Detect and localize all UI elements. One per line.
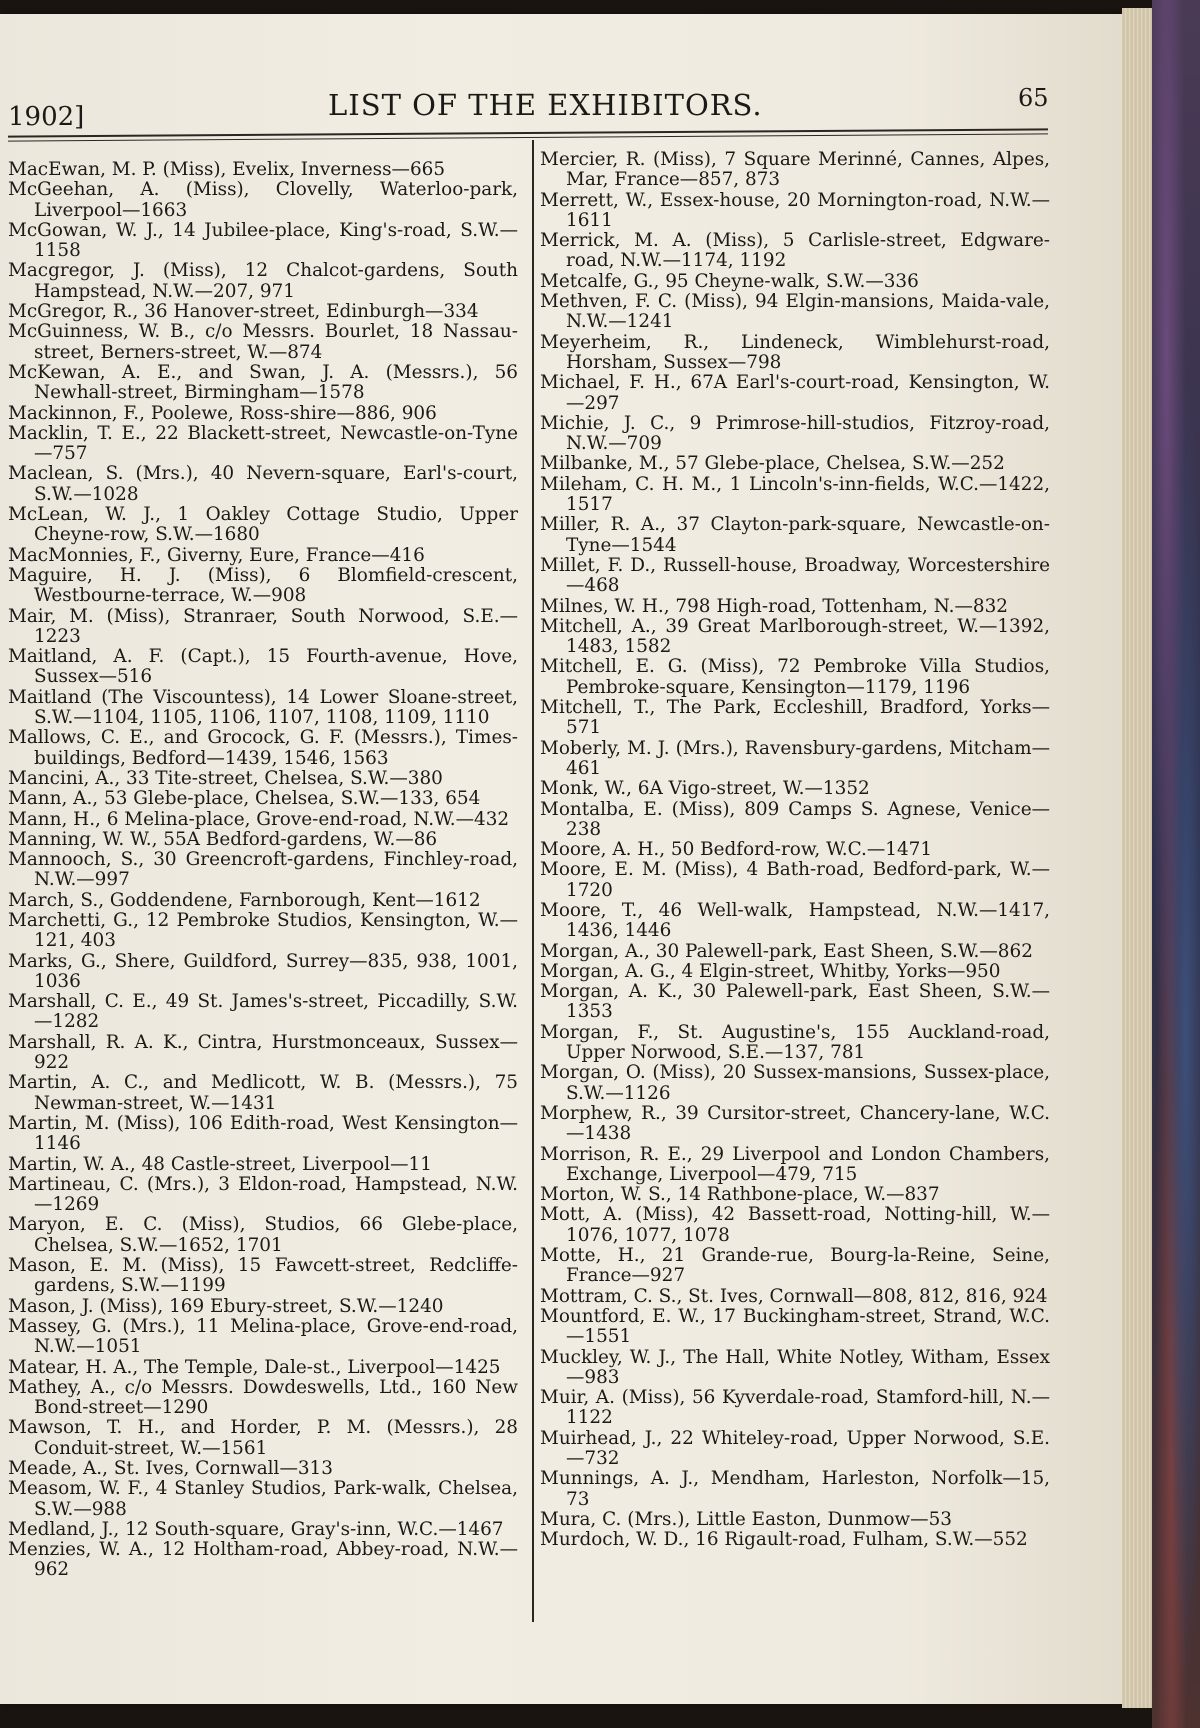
- exhibitor-entry: Mannooch, S., 30 Greencroft-gardens, Finchley-road, N.W.—997: [8, 849, 518, 891]
- exhibitor-entry: Marshall, R. A. K., Cintra, Hurstmonceaux, Sussex—922: [8, 1031, 518, 1074]
- exhibitor-entry: Mackinnon, F., Poolewe, Ross-shire—886, 906: [8, 402, 437, 424]
- exhibitor-entry: McGowan, W. J., 14 Jubilee-place, King's-road, S.W.—1158: [8, 219, 518, 262]
- exhibitor-entry: Millet, F. D., Russell-house, Broadway, Worcestershire—468: [540, 554, 1050, 597]
- exhibitor-entry: Moore, T., 46 Well-walk, Hampstead, N.W.—1417, 1436, 1446: [540, 899, 1050, 942]
- header-year: 1902]: [8, 102, 85, 132]
- exhibitor-entry: Matear, H. A., The Temple, Dale-st., Liverpool—1425: [8, 1356, 501, 1378]
- exhibitor-entry: Mair, M. (Miss), Stranraer, South Norwood, S.E.—1223: [8, 605, 518, 647]
- exhibitor-entry: Mura, C. (Mrs.), Little Easton, Dunmow—53: [540, 1508, 952, 1530]
- exhibitor-entry: Martin, W. A., 48 Castle-street, Liverpool—11: [8, 1153, 432, 1175]
- exhibitor-entry: Mitchell, E. G. (Miss), 72 Pembroke Villa Studios, Pembroke-square, Kensington—1179, 1196: [540, 656, 1050, 698]
- exhibitor-entry: Mann, H., 6 Melina-place, Grove-end-road, N.W.—432: [8, 808, 510, 830]
- exhibitor-entry: Mallows, C. E., and Grocock, G. F. (Messrs.), Times-buildings, Bedford—1439, 1546, 1563: [8, 727, 518, 769]
- exhibitor-entry: Maclean, S. (Mrs.), 40 Nevern-square, Earl's-court, S.W.—1028: [8, 463, 518, 505]
- exhibitor-entry: Muir, A. (Miss), 56 Kyverdale-road, Stamford-hill, N.—1122: [540, 1387, 1050, 1429]
- exhibitor-entry: Martin, A. C., and Medlicott, W. B. (Messrs.), 75 Newman-street, W.—1431: [8, 1072, 518, 1114]
- exhibitor-entry: Montalba, E. (Miss), 809 Camps S. Agnese, Venice—238: [540, 798, 1050, 840]
- exhibitor-entry: McKewan, A. E., and Swan, J. A. (Messrs.), 56 Newhall-street, Birmingham—1578: [8, 361, 518, 404]
- exhibitor-entry: Mann, A., 53 Glebe-place, Chelsea, S.W.—133, 654: [8, 788, 481, 810]
- exhibitor-entry: Morgan, A., 30 Palewell-park, East Sheen, S.W.—862: [540, 940, 1033, 962]
- exhibitor-entry: Macgregor, J. (Miss), 12 Chalcot-gardens, South Hampstead, N.W.—207, 971: [8, 260, 518, 302]
- exhibitor-entry: Morgan, A. K., 30 Palewell-park, East Sheen, S.W.—1353: [540, 981, 1050, 1023]
- exhibitor-entry: Mason, J. (Miss), 169 Ebury-street, S.W.—1240: [8, 1295, 444, 1317]
- exhibitor-entry: Mancini, A., 33 Tite-street, Chelsea, S.W.—380: [8, 767, 443, 789]
- right-column: [540, 150, 1050, 1550]
- exhibitor-entry: Muirhead, J., 22 Whiteley-road, Upper Norwood, S.E.—732: [540, 1427, 1050, 1469]
- exhibitor-entry: Milnes, W. H., 798 High-road, Tottenham, N.—832: [540, 595, 1009, 617]
- exhibitor-entry: Milbanke, M., 57 Glebe-place, Chelsea, S.W.—252: [540, 453, 1005, 475]
- exhibitor-entry: Muckley, W. J., The Hall, White Notley, Witham, Essex—983: [540, 1346, 1050, 1388]
- exhibitor-entry: Mason, E. M. (Miss), 15 Fawcett-street, Redcliffe-gardens, S.W.—1199: [8, 1255, 518, 1297]
- exhibitor-entry: Methven, F. C. (Miss), 94 Elgin-mansions, Maida-vale, N.W.—1241: [540, 291, 1050, 333]
- exhibitor-entry: Morrison, R. E., 29 Liverpool and London Chambers, Exchange, Liverpool—479, 715: [540, 1143, 1050, 1185]
- exhibitor-entry: Marks, G., Shere, Guildford, Surrey—835, 938, 1001, 1036: [8, 950, 518, 992]
- column-divider: [532, 140, 534, 1622]
- exhibitor-entry: MacMonnies, F., Giverny, Eure, France—416: [8, 544, 425, 566]
- page-header: [8, 80, 1058, 130]
- exhibitor-entry: Marshall, C. E., 49 St. James's-street, Piccadilly, S.W.—1282: [8, 991, 518, 1033]
- exhibitor-entry: Macklin, T. E., 22 Blackett-street, Newcastle-on-Tyne—757: [8, 422, 518, 465]
- exhibitor-entry: Meyerheim, R., Lindeneck, Wimblehurst-road, Horsham, Sussex—798: [540, 331, 1050, 373]
- exhibitor-entry: McGuinness, W. B., c/o Messrs. Bourlet, 18 Nassau-street, Berners-street, W.—874: [8, 321, 518, 363]
- exhibitor-entry: Massey, G. (Mrs.), 11 Melina-place, Grove-end-road, N.W.—1051: [8, 1315, 518, 1358]
- exhibitor-entry: Moberly, M. J. (Mrs.), Ravensbury-gardens, Mitcham—461: [540, 737, 1050, 779]
- exhibitor-entry: Martin, M. (Miss), 106 Edith-road, West Kensington—1146: [8, 1112, 518, 1155]
- exhibitor-entry: Martineau, C. (Mrs.), 3 Eldon-road, Hampstead, N.W.—1269: [8, 1173, 518, 1216]
- exhibitor-entry: Mitchell, A., 39 Great Marlborough-street, W.—1392, 1483, 1582: [540, 615, 1050, 658]
- exhibitor-entry: Maitland, A. F. (Capt.), 15 Fourth-avenue, Hove, Sussex—516: [8, 646, 518, 688]
- exhibitor-entry: Morgan, A. G., 4 Elgin-street, Whitby, Yorks—950: [540, 960, 1001, 982]
- exhibitor-entry: Maryon, E. C. (Miss), Studios, 66 Glebe-place, Chelsea, S.W.—1652, 1701: [8, 1214, 518, 1256]
- exhibitor-entry: Michie, J. C., 9 Primrose-hill-studios, Fitzroy-road, N.W.—709: [540, 412, 1050, 455]
- exhibitor-entry: Marchetti, G., 12 Pembroke Studios, Kensington, W.—121, 403: [8, 909, 518, 952]
- exhibitor-entry: Mountford, E. W., 17 Buckingham-street, Strand, W.C.—1551: [540, 1305, 1050, 1348]
- exhibitor-entry: Motte, H., 21 Grande-rue, Bourg-la-Reine, Seine, France—927: [540, 1245, 1050, 1287]
- exhibitor-entry: McGregor, R., 36 Hanover-street, Edinburgh—334: [8, 301, 479, 323]
- exhibitor-entry: Merrett, W., Essex-house, 20 Mornington-road, N.W.—1611: [540, 189, 1050, 231]
- exhibitor-entry: Moore, A. H., 50 Bedford-row, W.C.—1471: [540, 839, 933, 861]
- exhibitor-entry: Munnings, A. J., Mendham, Harleston, Norfolk—15, 73: [540, 1468, 1050, 1510]
- exhibitor-entry: Morgan, F., St. Augustine's, 155 Auckland-road, Upper Norwood, S.E.—137, 781: [540, 1021, 1050, 1064]
- exhibitor-entry: Meade, A., St. Ives, Cornwall—313: [8, 1458, 333, 1479]
- exhibitor-entry: Merrick, M. A. (Miss), 5 Carlisle-street, Edgware-road, N.W.—1174, 1192: [540, 230, 1050, 272]
- exhibitor-entry: Murdoch, W. D., 16 Rigault-road, Fulham, S.W.—552: [540, 1529, 1028, 1551]
- exhibitor-entry: Miller, R. A., 37 Clayton-park-square, Newcastle-on-Tyne—1544: [540, 514, 1050, 556]
- exhibitor-entry: McLean, W. J., 1 Oakley Cottage Studio, Upper Cheyne-row, S.W.—1680: [8, 504, 518, 546]
- page-number: 65: [1018, 84, 1049, 112]
- page-edges: [1122, 8, 1152, 1708]
- exhibitor-entry: Mottram, C. S., St. Ives, Cornwall—808, 812, 816, 924: [540, 1285, 1048, 1307]
- exhibitor-entry: Moore, E. M. (Miss), 4 Bath-road, Bedford-park, W.—1720: [540, 859, 1050, 901]
- exhibitor-entry: Morton, W. S., 14 Rathbone-place, W.—837: [540, 1184, 940, 1206]
- exhibitor-entry: Monk, W., 6A Vigo-street, W.—1352: [540, 778, 870, 800]
- exhibitor-entry: Mawson, T. H., and Horder, P. M. (Messrs.), 28 Conduit-street, W.—1561: [8, 1417, 518, 1459]
- exhibitor-entry: McGeehan, A. (Miss), Clovelly, Waterloo-park, Liverpool—1663: [8, 179, 518, 221]
- exhibitor-entry: Mileham, C. H. M., 1 Lincoln's-inn-fields, W.C.—1422, 1517: [540, 473, 1050, 516]
- exhibitor-entry: Maitland (The Viscountess), 14 Lower Sloane-street, S.W.—1104, 1105, 1106, 1107, 1108, 1109, 1110: [8, 686, 518, 729]
- exhibitor-entry: Menzies, W. A., 12 Holtham-road, Abbey-road, N.W.—962: [8, 1539, 518, 1581]
- exhibitor-entry: Mathey, A., c/o Messrs. Dowdeswells, Ltd., 160 New Bond-street—1290: [8, 1376, 518, 1419]
- exhibitor-entry: Mercier, R. (Miss), 7 Square Merinné, Cannes, Alpes, Mar, France—857, 873: [540, 149, 1050, 191]
- exhibitor-entry: Maguire, H. J. (Miss), 6 Blomfield-crescent, Westbourne-terrace, W.—908: [8, 564, 518, 607]
- exhibitor-entry: Metcalfe, G., 95 Cheyne-walk, S.W.—336: [540, 270, 919, 292]
- exhibitor-entry: Michael, F. H., 67A Earl's-court-road, Kensington, W.—297: [540, 372, 1050, 414]
- exhibitor-entry: Morphew, R., 39 Cursitor-street, Chancery-lane, W.C.—1438: [540, 1102, 1050, 1145]
- exhibitor-entry: Manning, W. W., 55A Bedford-gardens, W.—86: [8, 828, 438, 850]
- exhibitor-entry: Measom, W. F., 4 Stanley Studios, Park-walk, Chelsea, S.W.—988: [8, 1478, 518, 1520]
- exhibitor-entry: Medland, J., 12 South-square, Gray's-inn, W.C.—1467: [8, 1518, 504, 1540]
- left-column: [8, 160, 518, 1581]
- marbled-cover: [1152, 0, 1200, 1728]
- page-title: LIST OF THE EXHIBITORS.: [328, 88, 763, 122]
- exhibitor-entry: Mott, A. (Miss), 42 Bassett-road, Notting-hill, W.—1076, 1077, 1078: [540, 1204, 1050, 1246]
- exhibitor-entry: MacEwan, M. P. (Miss), Evelix, Inverness—665: [8, 159, 446, 180]
- exhibitor-entry: March, S., Goddendene, Farnborough, Kent—1612: [8, 889, 481, 911]
- exhibitor-entry: Mitchell, T., The Park, Eccleshill, Bradford, Yorks—571: [540, 697, 1050, 739]
- exhibitor-entry: Morgan, O. (Miss), 20 Sussex-mansions, Sussex-place, S.W.—1126: [540, 1062, 1050, 1104]
